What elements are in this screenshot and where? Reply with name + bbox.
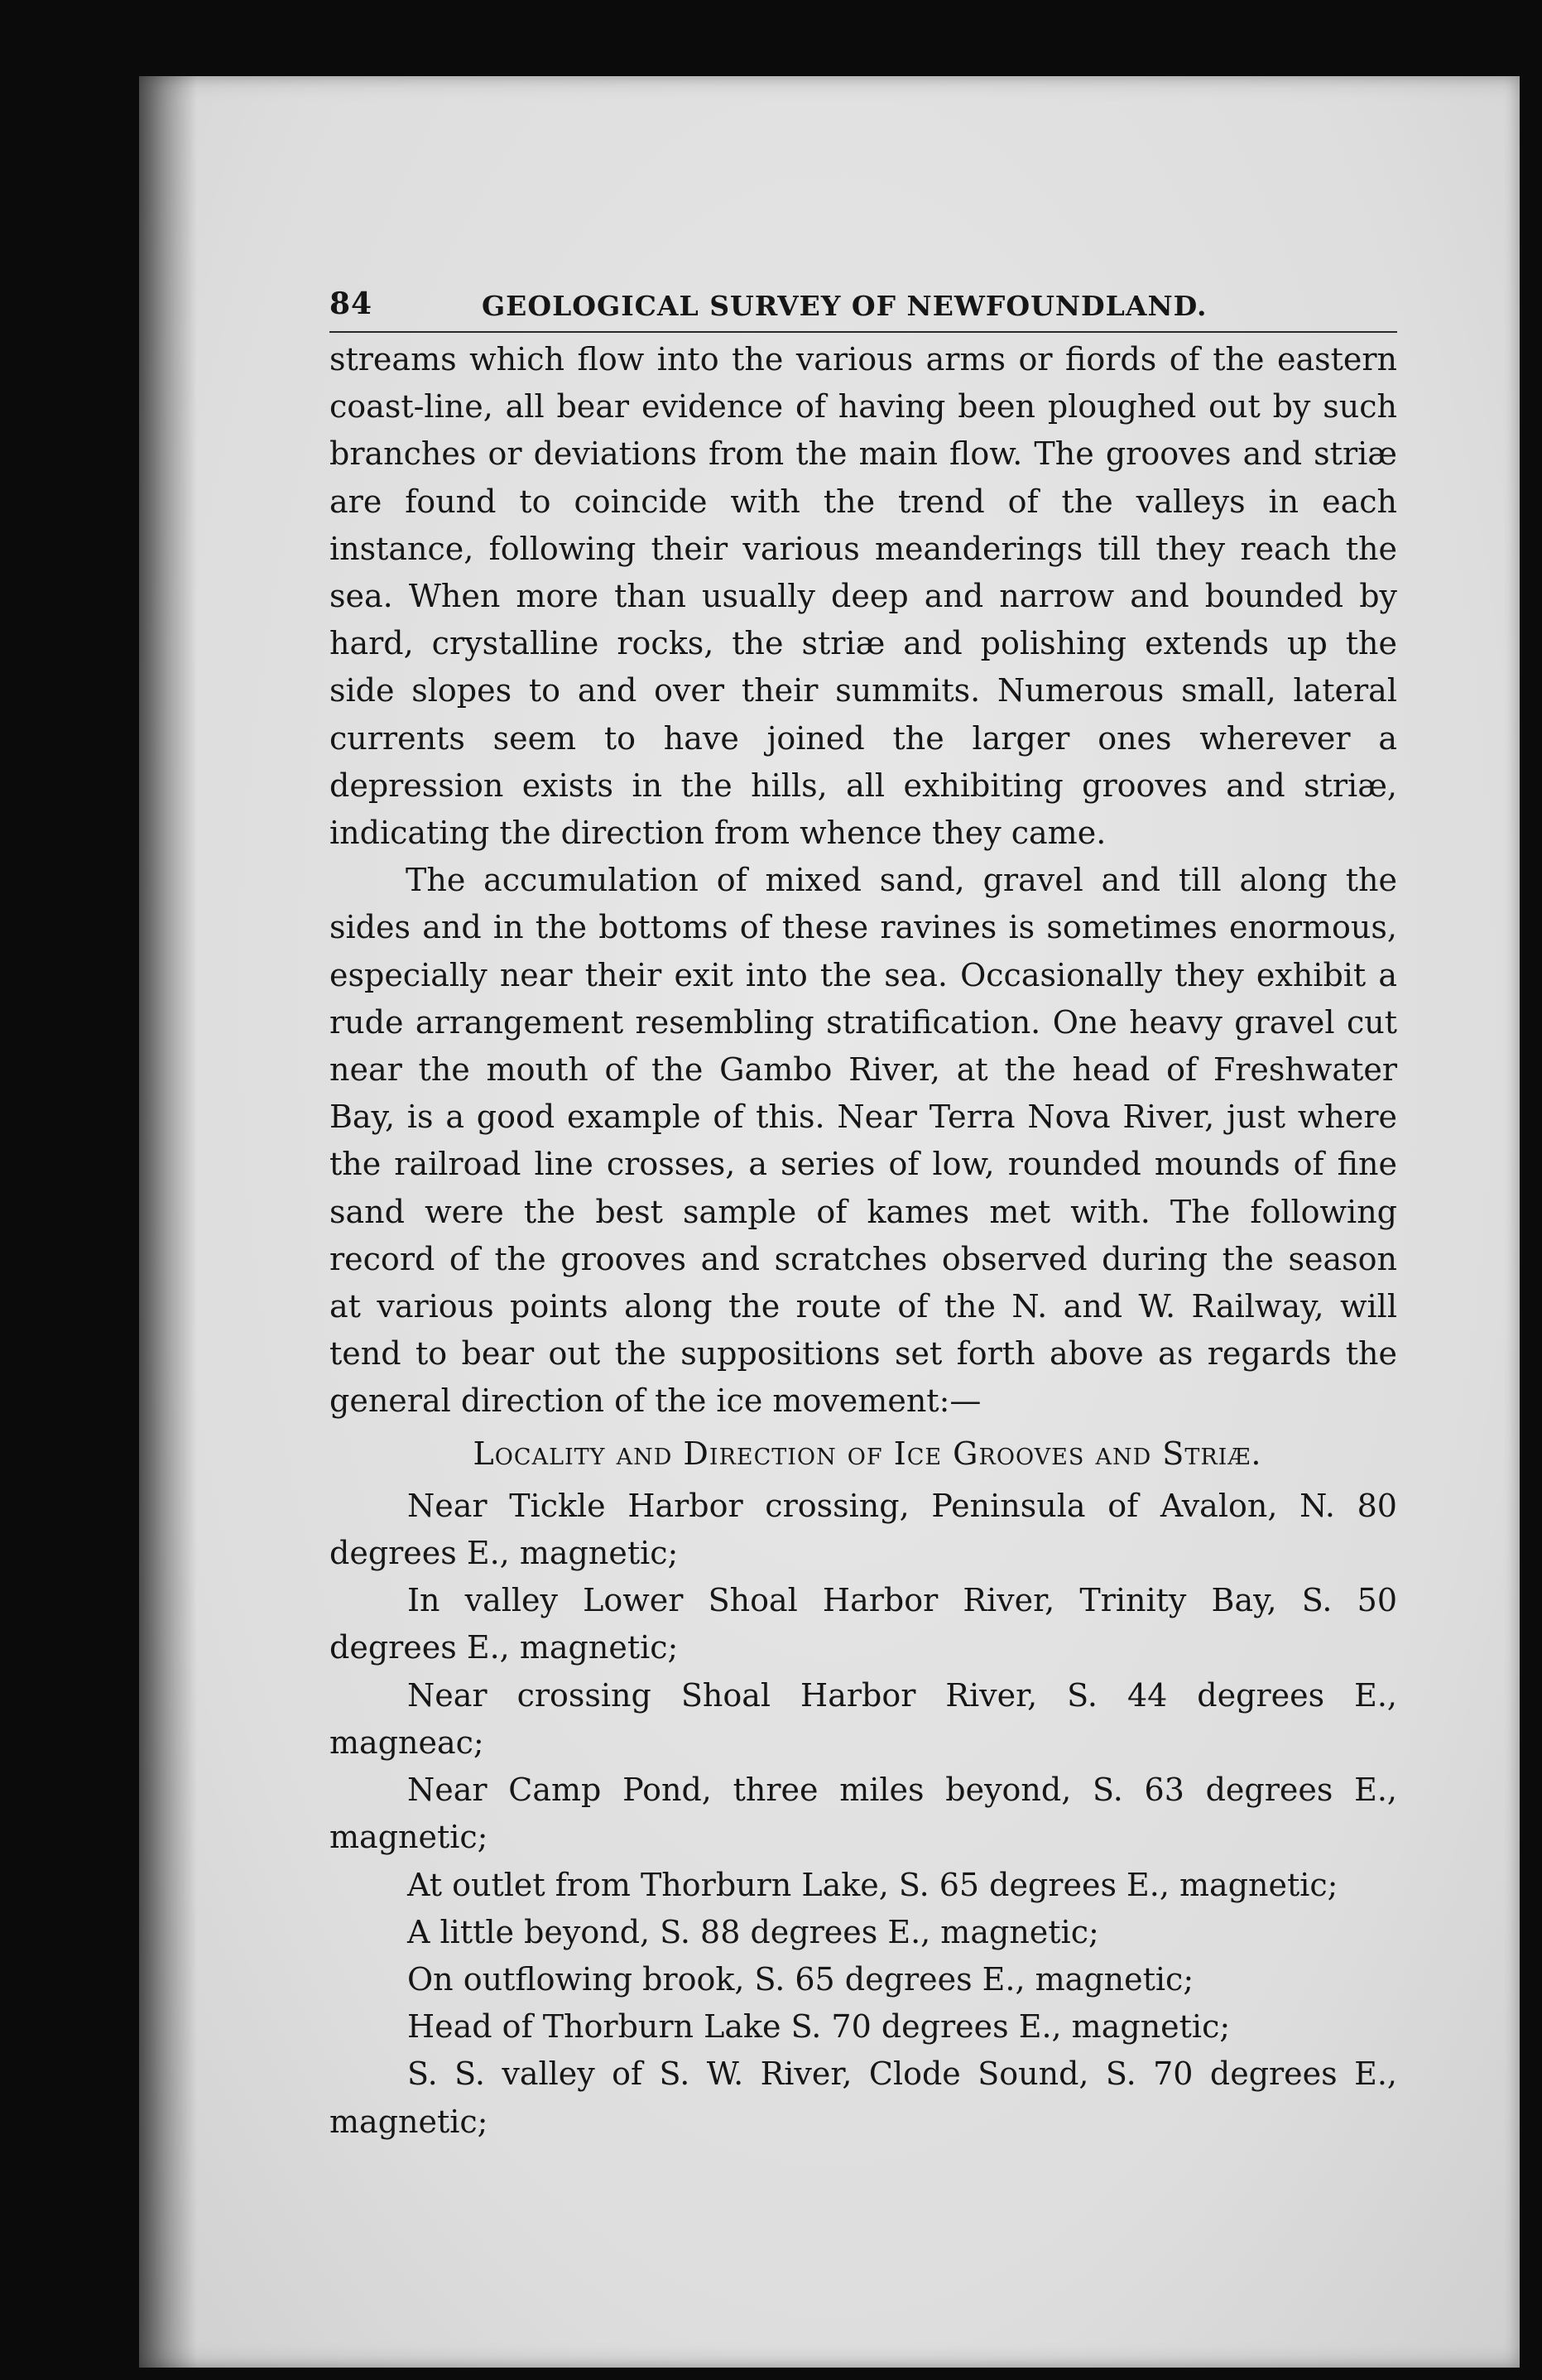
list-item: Near Camp Pond, three miles beyond, S. 63 degrees E., magnetic; [329,1772,1397,1856]
list-item: S. S. valley of S. W. River, Clode Sound, S. 70 degrees E., magnetic; [329,2055,1397,2140]
list-item: Near Tickle Harbor crossing, Peninsula of Avalon, N. 80 degrees E., magnetic; [329,1487,1397,1572]
paragraph-continuation: streams which flow into the various arms or fiords of the eastern coast-line, all bear evidence of having been ploughed out by such branches or deviations from the main flow. The grooves and striæ are found to coincide with the trend of the valleys in each instance, following their various meanderings till they reach the sea. When more than usually deep and narrow and bounded by hard, crystalline rocks, the striæ and polishing extends up the side slopes to and over their summits. Numerous small, lateral currents seem to have joined the larger ones wherever a depression exists in the hills, all exhibiting grooves and striæ, indicating the direction from whence they came. [329,341,1397,852]
section-heading: Locality and Direction of Ice Grooves and Striæ. [473,1435,1262,1472]
body-text [329,336,1397,2146]
list-item: On outflowing brook, S. 65 degrees E., magnetic; [407,1960,1194,1998]
text-block [329,280,1397,2146]
list-item: Head of Thorburn Lake S. 70 degrees E., magnetic; [407,2008,1231,2046]
list-item: Near crossing Shoal Harbor River, S. 44 degrees E., magneac; [329,1676,1397,1761]
list-item: At outlet from Thorburn Lake, S. 65 degrees E., magnetic; [407,1866,1338,1903]
page-number: 84 [329,286,373,321]
running-head [329,280,1397,333]
list-item: In valley Lower Shoal Harbor River, Trinity Bay, S. 50 degrees E., magnetic; [329,1582,1397,1666]
running-title: GEOLOGICAL SURVEY OF NEWFOUNDLAND. [482,290,1208,322]
paragraph: The accumulation of mixed sand, gravel and till along the sides and in the bottoms of these ravines is sometimes enormous, especially near their exit into the sea. Occasionally they exhibit a rude arrangement resembling stratification. One heavy gravel cut near the mouth of the Gambo River, at the head of Freshwater Bay, is a good example of this. Near Terra Nova River, just where the railroad line crosses, a series of low, rounded mounds of fine sand were the best sample of kames met with. The following record of the grooves and scratches observed during the season at various points along the route of the N. and W. Railway, will tend to bear out the suppositions set forth above as regards the general direction of the ice movement:— [329,862,1397,1420]
binding-shadow [139,76,197,2368]
list-item: A little beyond, S. 88 degrees E., magnetic; [407,1913,1099,1950]
